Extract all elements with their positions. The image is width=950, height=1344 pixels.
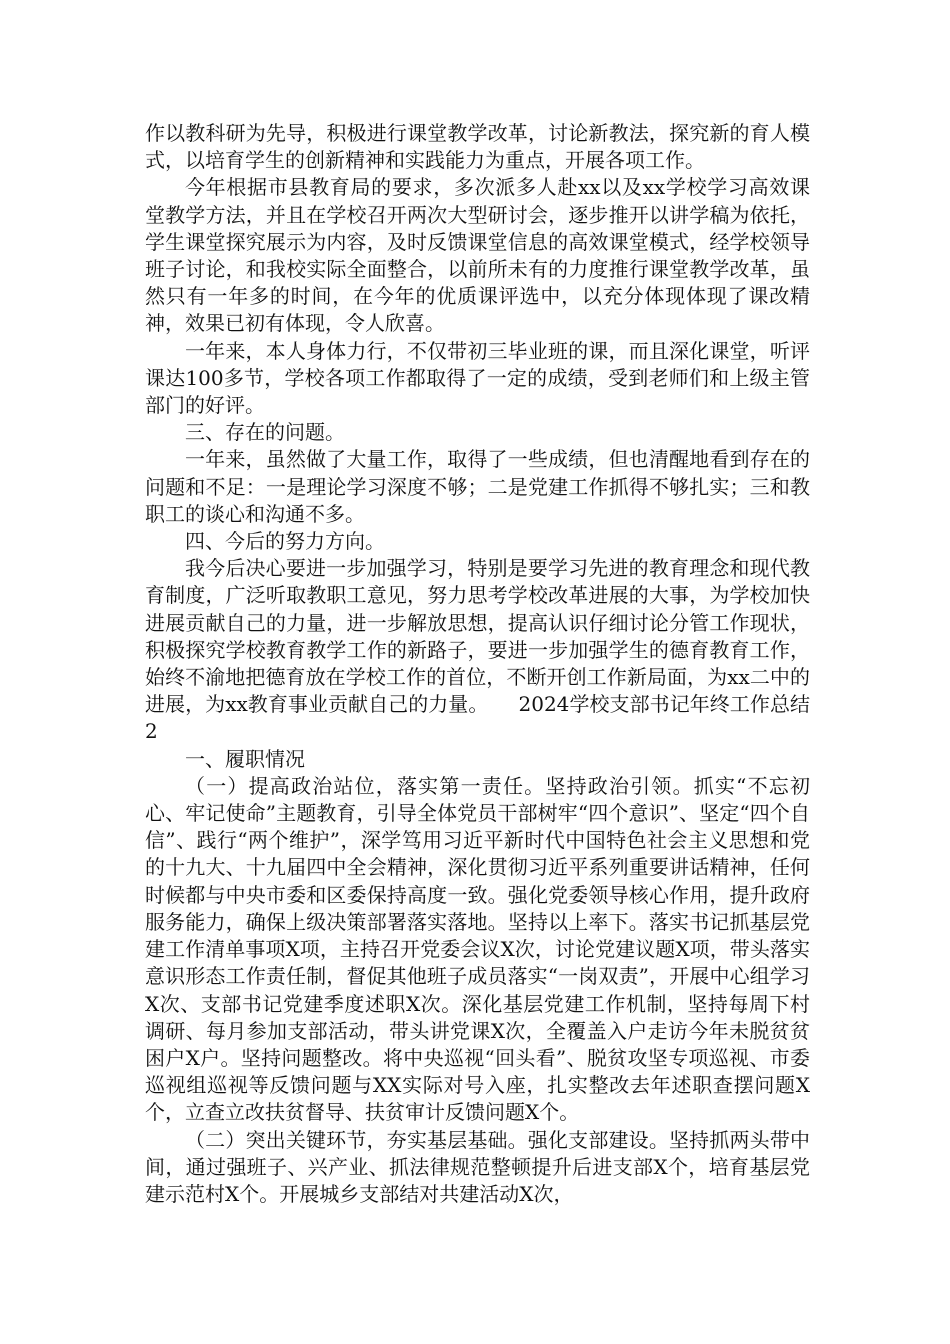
section-heading-problems: 三、存在的问题。 (185, 420, 345, 445)
section-heading-future-direction: 四、今后的努力方向。 (185, 529, 385, 554)
paragraph-grassroots-foundation: （二）突出关键环节，夯实基层基础。强化支部建设。坚持抓两头带中间，通过强班子、兴产业、抓法律规范整顿提升后进支部X个，培育基层党建示范村X个。开展城乡支部结对共建活动X次， (145, 1127, 810, 1206)
paragraph-political-stance: （一）提高政治站位，落实第一责任。坚持政治引领。抓实“不忘初心、牢记使命”主题教育，引导全体党员干部树牢“四个意识”、坚定“四个自信”、践行“两个维护”，深学笃用习近平新时代中国特色社会主义思想和党的十九大、十九届四中全会精神，深化贯彻习近平系列重要讲话精神，任何时候都与中央市委和区委保持高度一致。强化党委领导核心作用，提升政府服务能力，确保上级决策部署落实落地。坚持以上率下。落实书记抓基层党建工作清单事项X项，主持召开党委会议X次，讨论党建议题X项，带头落实意识形态工作责任制，督促其他班子成员落实“一岗双责”，开展中心组学习X次、支部书记党建季度述职X次。深化基层党建工作机制，坚持每周下村调研、每月参加支部活动，带头讲党课X次，全覆盖入户走访今年未脱贫贫困户X户。坚持问题整改。将中央巡视“回头看”、脱贫攻坚专项巡视、市委巡视组巡视等反馈问题与XX实际对号入座，扎实整改去年述职查摆问题X个，立查立改扶贫督导、扶贫审计反馈问题X个。 (145, 773, 810, 1125)
paragraph-personal-practice: 一年来，本人身体力行，不仅带初三毕业班的课，而且深化课堂，听评课达100多节，学校各项工作都取得了一定的成绩，受到老师们和上级主管部门的好评。 (145, 338, 810, 418)
paragraph-intro-continuation: 作以教科研为先导，积极进行课堂教学改革，讨论新教法，探究新的育人模式，以培育学生的创新精神和实践能力为重点，开展各项工作。 (145, 121, 810, 173)
paragraph-teaching-reform: 今年根据市县教育局的要求，多次派多人赴xx以及xx学校学习高效课堂教学方法，并且在学校召开两次大型研讨会，逐步推开以讲学稿为依托，学生课堂探究展示为内容，及时反馈课堂信息的高效课堂模式，经学校领导班子讨论，和我校实际全面整合，以前所未有的力度推行课堂教学改革，虽然只有一年多的时间，在今年的优质课评选中，以充分体现体现了课改精神，效果已初有体现，令人欣喜。 (145, 175, 810, 336)
paragraph-future-direction: 我今后决心要进一步加强学习，特别是要学习先进的教育理念和现代教育制度，广泛听取教职工意见，努力思考学校改革进展的大事，为学校加快进展贡献自己的力量，进一步解放思想，提高认识仔细讨论分管工作现状，积极探究学校教育教学工作的新路子，要进一步加强学生的德育教育工作，始终不渝地把德育放在学校工作的首位，不断开创工作新局面，为xx二中的进展，为xx教育事业贡献自己的力量。 2024学校支部书记年终工作总结2 (145, 556, 810, 744)
document-page (145, 120, 810, 1208)
section-heading-duty-performance: 一、履职情况 (185, 746, 305, 771)
paragraph-problems: 一年来，虽然做了大量工作，取得了一些成绩，但也清醒地看到存在的问题和不足：一是理论学习深度不够；二是党建工作抓得不够扎实；三和教职工的谈心和沟通不多。 (145, 447, 810, 526)
